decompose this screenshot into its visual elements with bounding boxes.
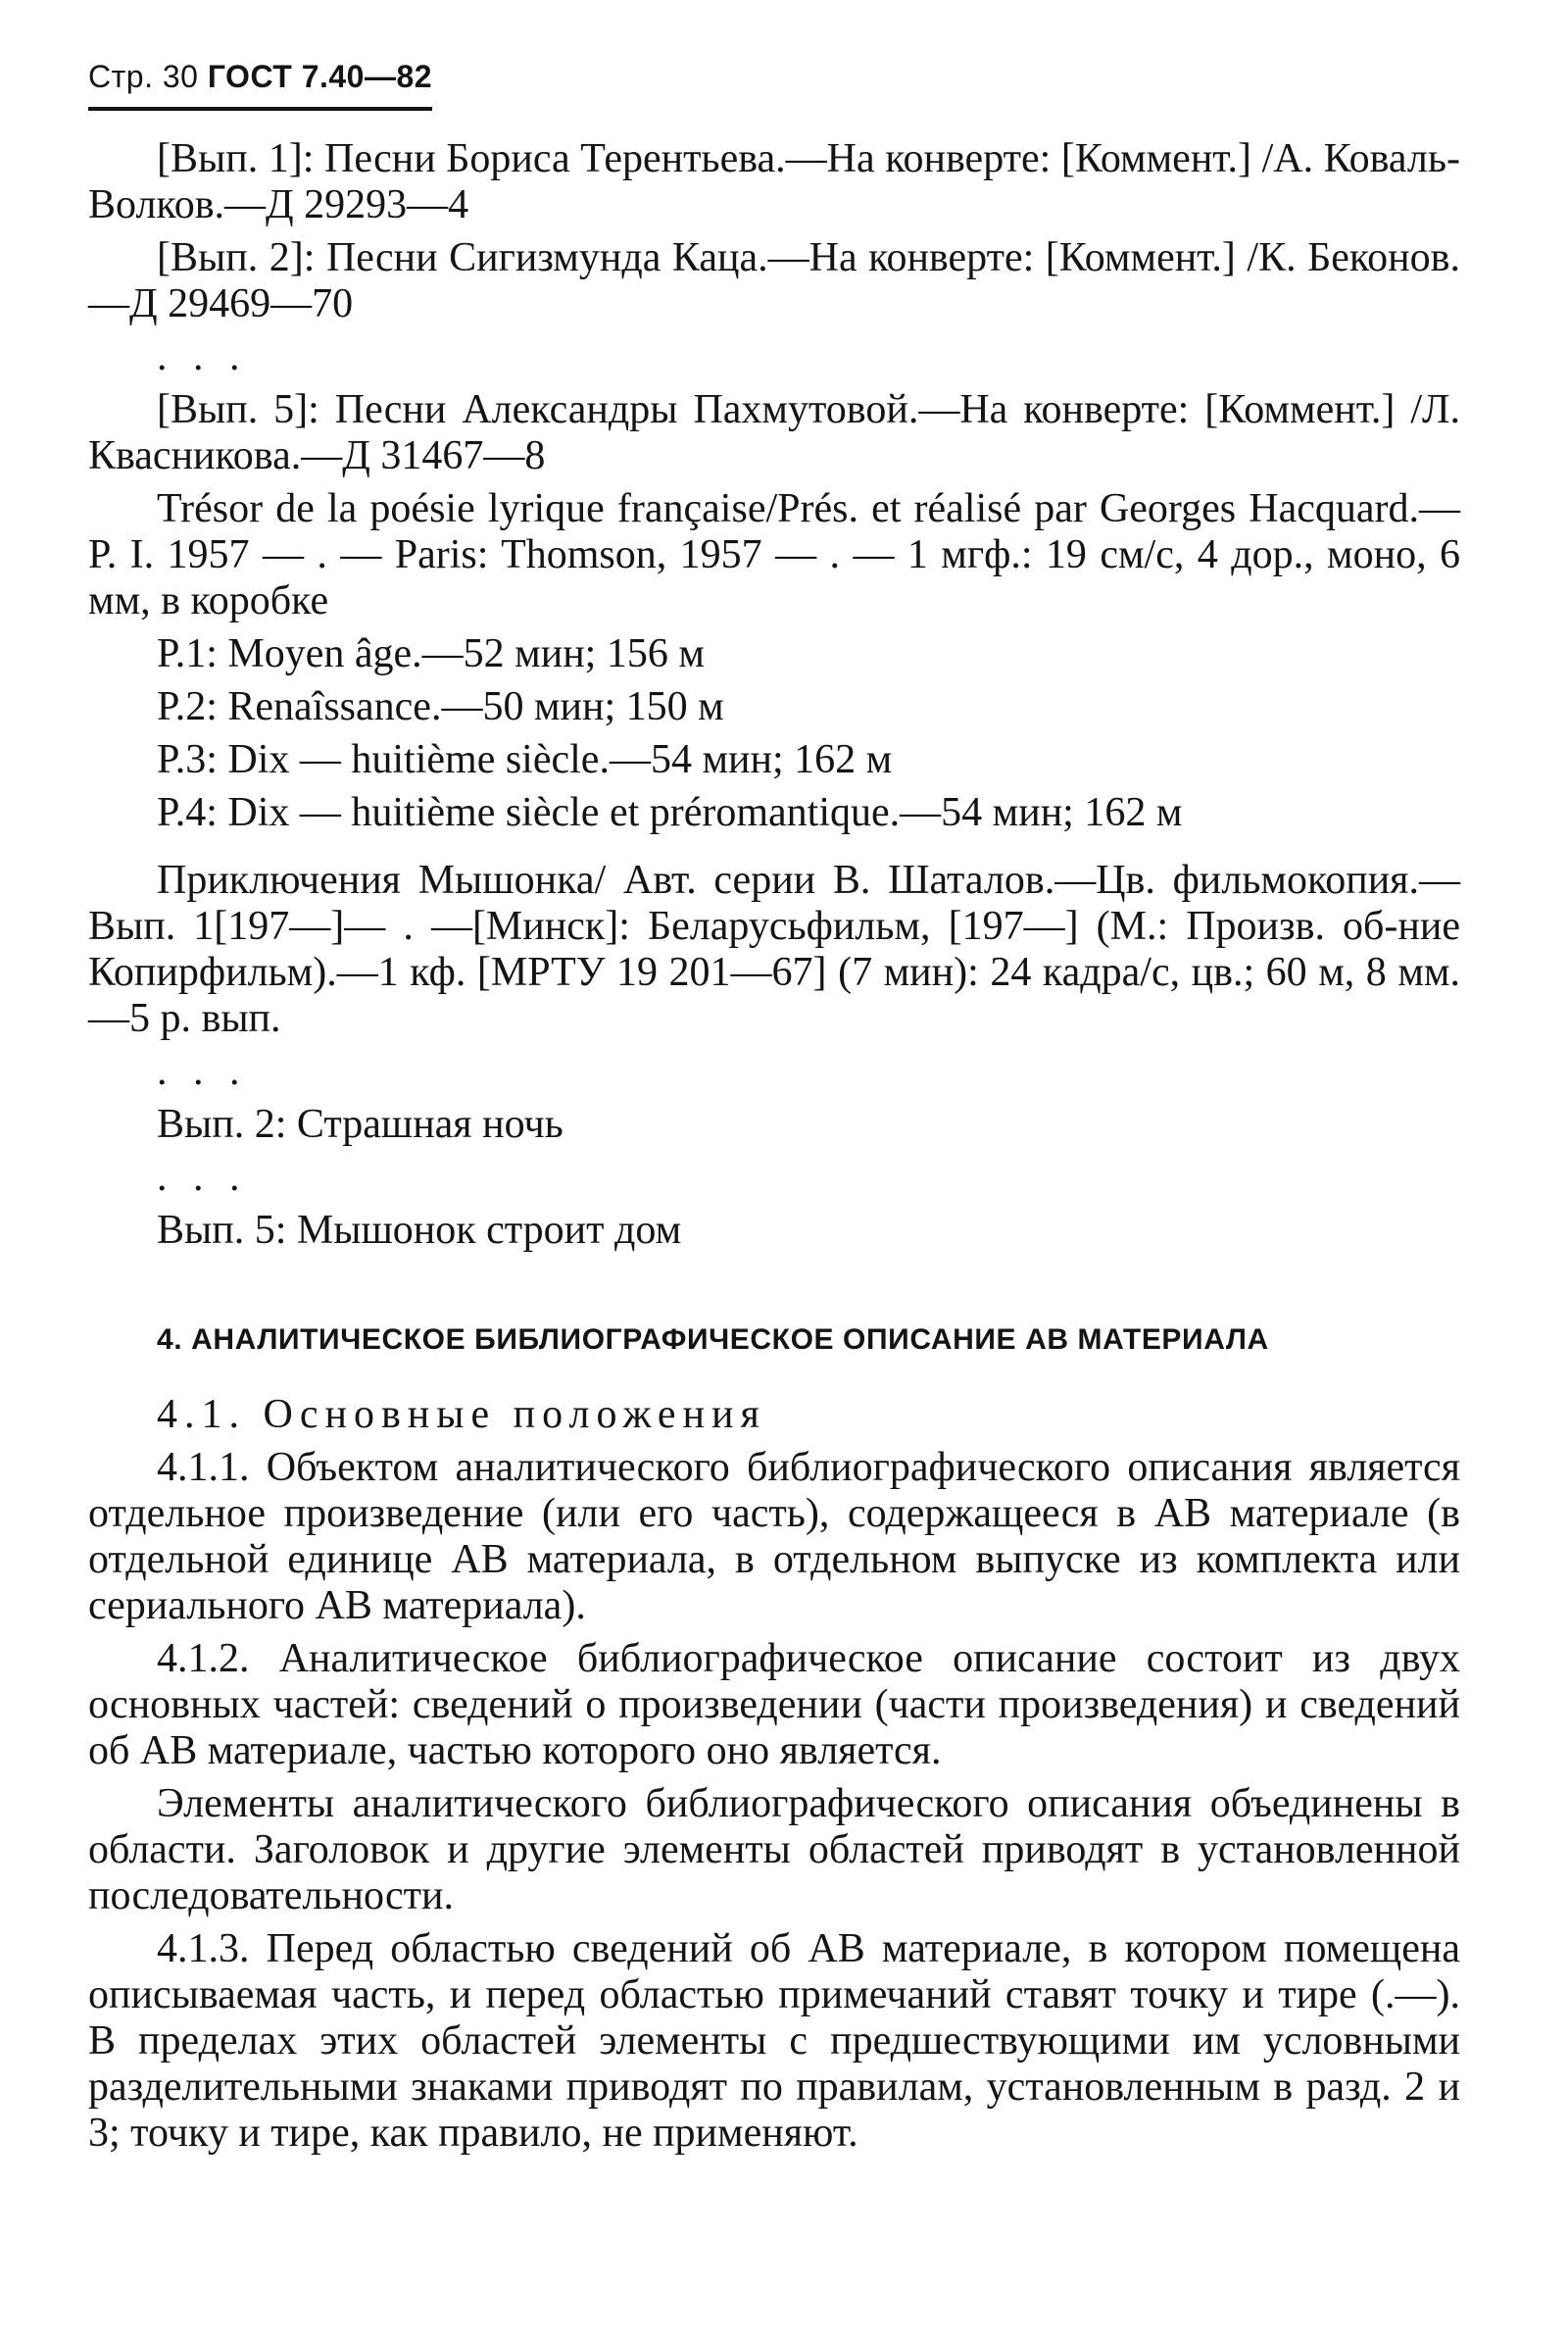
running-head (88, 59, 432, 111)
ellipsis: . . . (157, 334, 248, 379)
paragraph-4-1-2: 4.1.2. Аналитическое библиографическое описание состоит из двух основных частей: сведений о произведении (части произведения) и сведений об АВ материале, частью которого оно является. (88, 1636, 1460, 1773)
example-issue-5: Вып. 5: Мышонок строит дом (157, 1208, 682, 1253)
example-part-p2: P.2: Renaîssance.—50 мин; 150 м (157, 684, 724, 729)
example-entry-vyp1: [Вып. 1]: Песни Бориса Терентьева.—На конверте: [Коммент.] /А. Коваль-Волков.—Д 29293—4 (88, 136, 1460, 227)
paragraph-elements: Элементы аналитического библиографического описания объединены в области. Заголовок и другие элементы областей приводят в установленной последовательности. (88, 1781, 1460, 1918)
example-entry-myshonok: Приключения Мышонка/ Авт. серии В. Шаталов.—Цв. фильмокопия.—Вып. 1[197—]— . —[Минск]: Беларусьфильм, [197—] (М.: Произв. об-ние Копирфильм).—1 кф. [МРТУ 19 201—67] (7 мин): 24 кадра/с, цв.; 60 м, 8 мм.—5 р. вып. (88, 858, 1460, 1041)
paragraph-4-1-3: 4.1.3. Перед областью сведений об АВ материале, в котором помещена описываемая часть, и перед областью примечаний ставят точку и тире (.—). В пределах этих областей элементы с предшествующими им условными разделительными знаками приводят по правилам, установленным в разд. 2 и 3; точку и тире, как правило, не применяют. (88, 1926, 1460, 2156)
example-part-p4: P.4: Dix — huitième siècle et préromantique.—54 мин; 162 м (157, 790, 1183, 835)
standard-number: ГОСТ 7.40—82 (207, 59, 433, 94)
paragraph-4-1-1: 4.1.1. Объектом аналитического библиографического описания является отдельное произведение (или его часть), содержащееся в АВ материале (в отдельной единице АВ материала, в отдельном выпуске из комплекта или сериального АВ материала). (88, 1445, 1460, 1628)
page-label: Стр. 30 (88, 59, 199, 94)
example-part-p3: P.3: Dix — huitième siècle.—54 мин; 162 м (157, 737, 893, 782)
document-body (88, 136, 1460, 2157)
example-entry-tresor: Trésor de la poésie lyrique française/Prés. et réalisé par Georges Hacquard.— P. I. 1957 — . — Paris: Thomson, 1957 — . — 1 мгф.: 19 см/с, 4 дор., моно, 6 мм, в коробке (88, 486, 1460, 623)
example-entry-vyp5: [Вып. 5]: Песни Александры Пахмутовой.—На конверте: [Коммент.] /Л. Квасникова.—Д 31467—8 (88, 387, 1460, 478)
section-title: 4. АНАЛИТИЧЕСКОЕ БИБЛИОГРАФИЧЕСКОЕ ОПИСАНИЕ АВ МАТЕРИАЛА (157, 1323, 1269, 1356)
example-issue-2: Вып. 2: Страшная ночь (157, 1102, 564, 1147)
example-part-p1: P.1: Moyen âge.—52 мин; 156 м (157, 631, 705, 676)
document-page (88, 59, 1460, 2164)
ellipsis: . . . (157, 1049, 248, 1094)
example-entry-vyp2: [Вып. 2]: Песни Сигизмунда Каца.—На конверте: [Коммент.] /К. Беконов.—Д 29469—70 (88, 235, 1460, 326)
ellipsis: . . . (157, 1155, 248, 1200)
subheading: 4.1. Основные положения (157, 1392, 766, 1437)
